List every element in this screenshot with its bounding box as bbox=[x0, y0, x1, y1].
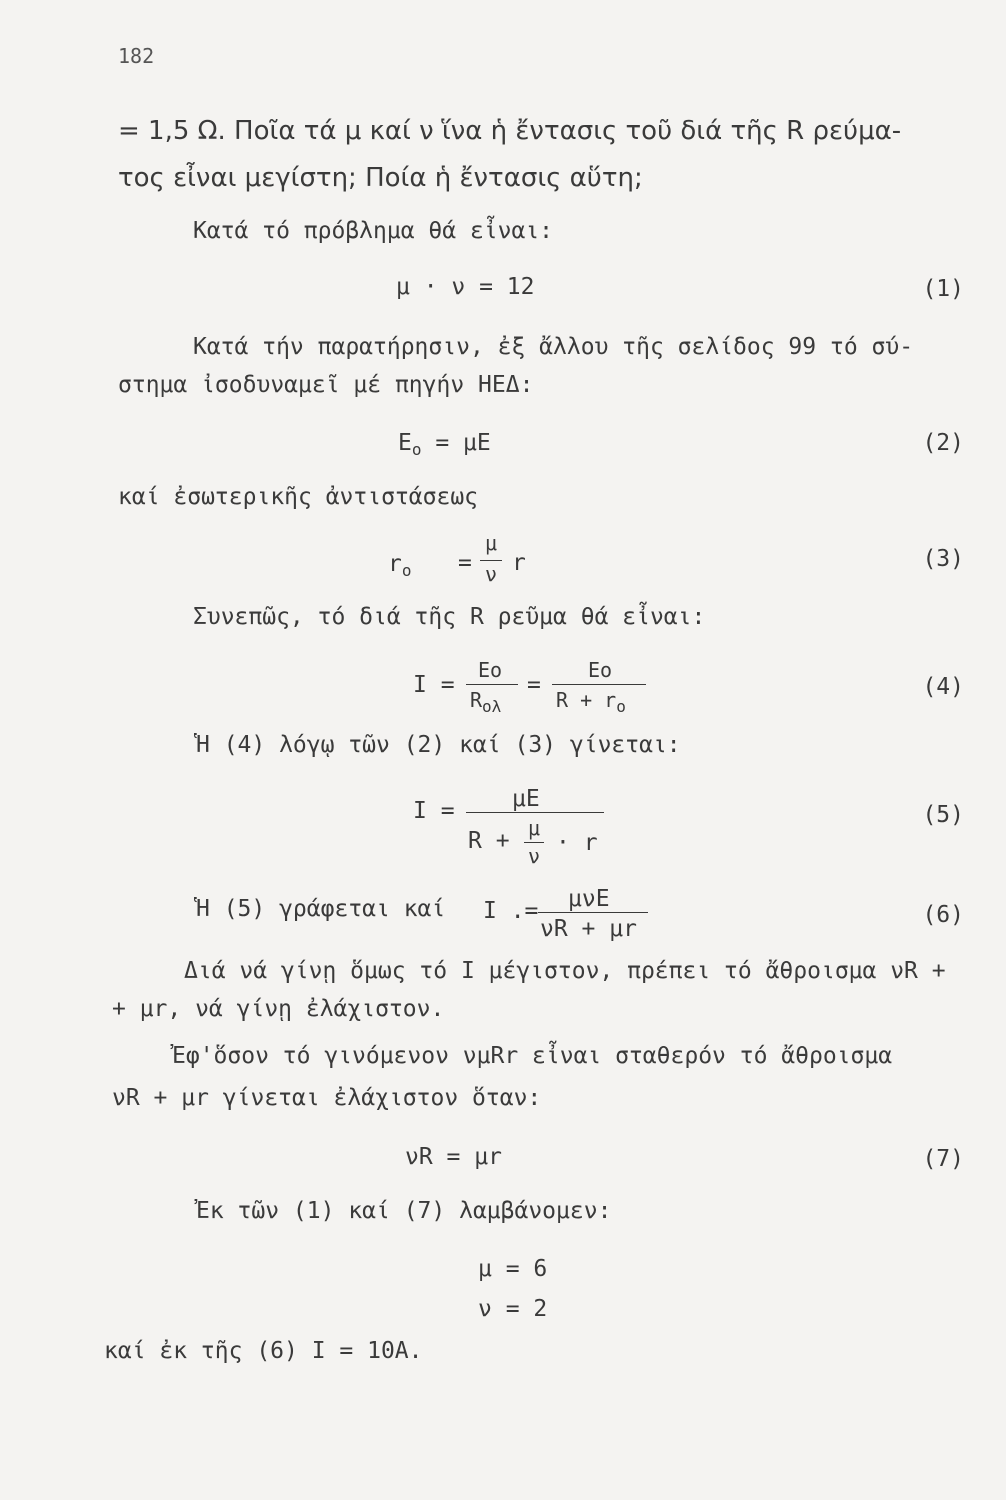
paragraph-efoson-2: νR + μr γίνεται ἐλάχιστον ὅταν: bbox=[112, 1085, 542, 1111]
paragraph-paratirisi-1: Κατά τήν παρατήρησιν, ἐξ ἄλλου τῆς σελίδος 99 τό σύ- bbox=[193, 334, 914, 360]
paragraph-kai: καί ἐσωτερικῆς ἀντιστάσεως bbox=[118, 484, 479, 510]
paragraph-h4: Ἡ (4) λόγῳ τῶν (2) καί (3) γίνεται: bbox=[196, 732, 681, 758]
eq4-frac1-numerator: Eo bbox=[478, 658, 503, 682]
eq6-numerator: μνE bbox=[568, 886, 610, 912]
paragraph-dia-2: + μr, νά γίνῃ ἐλάχιστον. bbox=[112, 996, 445, 1022]
eq2-rhs: = μE bbox=[435, 430, 491, 456]
result-nu: ν = 2 bbox=[478, 1296, 548, 1322]
eq3-fraction-line bbox=[480, 560, 502, 561]
page-number: 182 bbox=[118, 44, 155, 68]
result-mu: μ = 6 bbox=[478, 1256, 548, 1282]
eq5-den-frac-line bbox=[524, 842, 544, 843]
eq3-lhs: $r_o$ bbox=[388, 551, 412, 580]
eq3-tail: r bbox=[512, 550, 526, 576]
equation-7: νR = μr bbox=[405, 1144, 502, 1170]
eq5-den-frac-num: μ bbox=[528, 816, 541, 840]
eq5-numerator: μE bbox=[512, 786, 540, 812]
equation-2 bbox=[398, 432, 491, 458]
equation-2-label: (2) bbox=[922, 430, 964, 456]
equation-3-label: (3) bbox=[922, 546, 964, 572]
equation-1: μ · ν = 12 bbox=[396, 274, 535, 300]
eq6-lhs: I .= bbox=[483, 898, 539, 924]
paragraph-paratirisi-2: στημα ἰσοδυναμεῖ μέ πηγήν ΗΕΔ: bbox=[118, 372, 534, 398]
eq6-denominator: νR + μr bbox=[540, 916, 637, 942]
eq5-lhs: I = bbox=[413, 798, 455, 824]
equation-1-label: (1) bbox=[922, 276, 964, 302]
eq4-frac2-numerator: Eo bbox=[588, 658, 613, 682]
problem-line-2: τος εἶναι μεγίστη; Ποία ἡ ἔντασις αὕτη; bbox=[118, 163, 643, 193]
equation-6-label: (6) bbox=[922, 902, 964, 928]
eq5-den-frac-den: ν bbox=[528, 844, 541, 868]
paragraph-synepos: Συνεπῶς, τό διά τῆς R ρεῦμα θά εἶναι: bbox=[193, 604, 706, 630]
eq5-den-b: · r bbox=[556, 830, 598, 856]
eq4-frac2-denominator: $R + r_o$ bbox=[556, 688, 626, 716]
equation-5-label: (5) bbox=[922, 802, 964, 828]
paragraph-kata: Κατά τό πρόβλημα θά εἶναι: bbox=[193, 218, 554, 244]
paragraph-h5: Ἡ (5) γράφεται καί bbox=[196, 896, 446, 922]
eq4-lhs: I = bbox=[413, 672, 455, 698]
final-result: καί ἐκ τῆς (6) I = 10A. bbox=[104, 1338, 423, 1364]
eq4-frac1-denominator: $R_{o\lambda}$ bbox=[470, 688, 502, 716]
eq5-fraction-line bbox=[466, 812, 604, 813]
eq4-equals: = bbox=[527, 672, 541, 698]
eq4-frac1-line bbox=[466, 684, 518, 685]
eq5-den-a: R + bbox=[468, 828, 510, 854]
equation-4-label: (4) bbox=[922, 674, 964, 700]
eq2-lhs-sub: o bbox=[411, 440, 422, 459]
eq4-frac2-line bbox=[552, 684, 646, 685]
eq3-numerator: μ bbox=[485, 531, 498, 555]
eq3-denominator: ν bbox=[485, 562, 498, 586]
paragraph-ek: Ἐκ τῶν (1) καί (7) λαμβάνομεν: bbox=[196, 1198, 612, 1224]
problem-line-1: = 1,5 Ω. Ποῖα τά μ καί ν ἵνα ἡ ἔντασις τοῦ διά τῆς R ρεύμα- bbox=[118, 116, 902, 146]
paragraph-dia-1: Διά νά γίνῃ ὅμως τό I μέγιστον, πρέπει τό ἄθροισμα νR + bbox=[184, 958, 946, 984]
eq3-equals: = bbox=[458, 550, 472, 576]
paragraph-efoson-1: Ἐφ'ὅσον τό γινόμενον νμRr εἶναι σταθερόν τό ἄθροισμα bbox=[172, 1043, 893, 1069]
equation-7-label: (7) bbox=[922, 1146, 964, 1172]
eq2-lhs: E bbox=[398, 430, 412, 456]
eq6-fraction-line bbox=[538, 912, 648, 913]
